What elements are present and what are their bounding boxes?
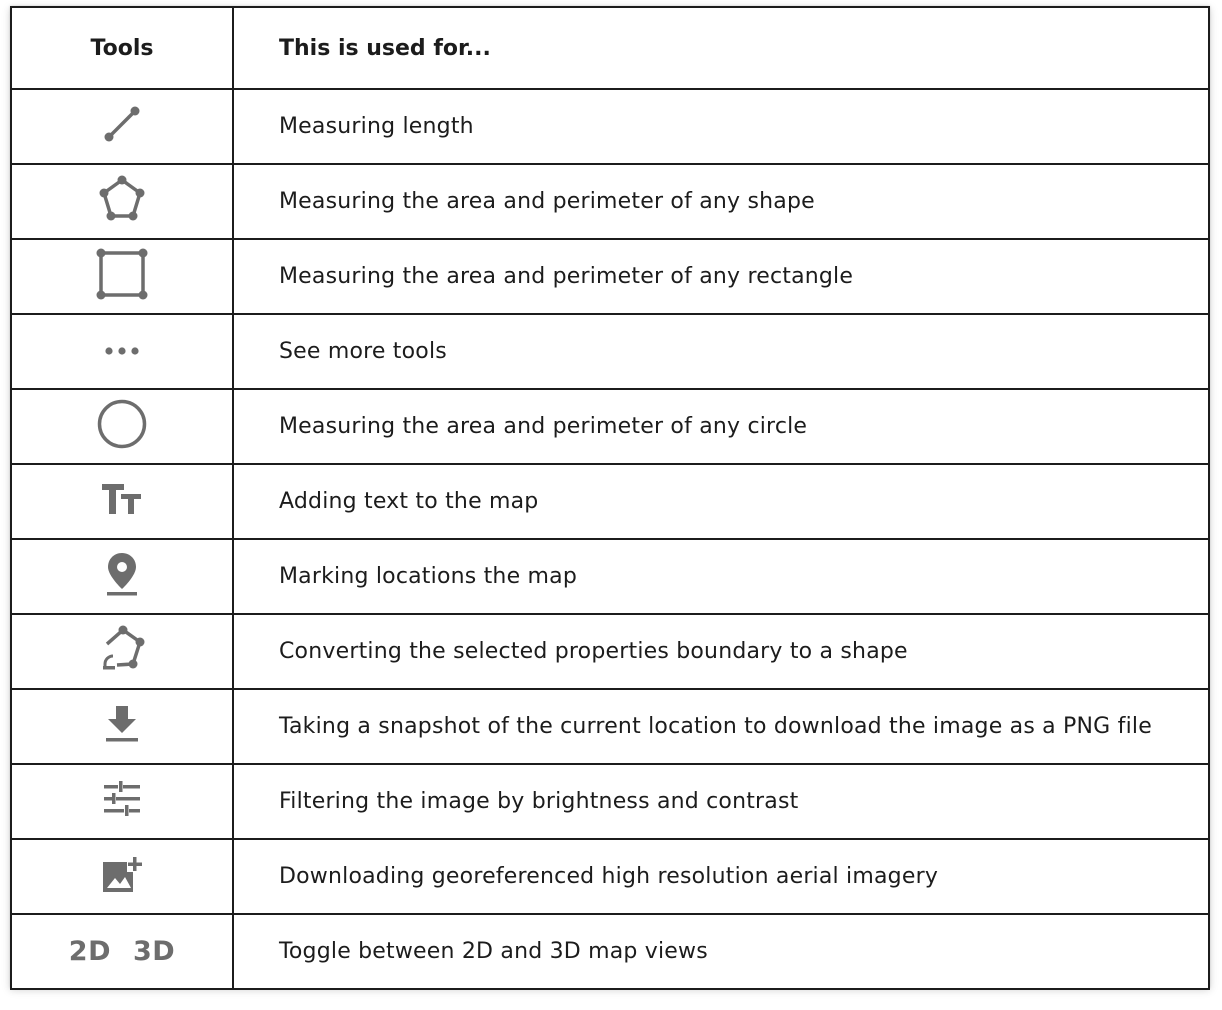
text-size-icon	[100, 482, 144, 516]
description-cell: Measuring the area and perimeter of any rectangle	[233, 239, 1209, 314]
tool-cell	[11, 839, 233, 914]
table-row	[11, 389, 1209, 464]
toggle-3d-label: 3D	[133, 936, 176, 967]
description-cell: Filtering the image by brightness and contrast	[233, 764, 1209, 839]
add-image-icon	[101, 854, 143, 894]
tool-cell	[11, 239, 233, 314]
tool-cell	[11, 764, 233, 839]
table-row	[11, 914, 1209, 989]
tool-cell	[11, 464, 233, 539]
tool-cell	[11, 914, 233, 989]
tool-cell	[11, 89, 233, 164]
tool-cell	[11, 689, 233, 764]
line-measure-icon	[100, 102, 144, 146]
description-cell: Measuring length	[233, 89, 1209, 164]
table-header-row	[11, 7, 1209, 89]
table-row	[11, 239, 1209, 314]
location-pin-icon	[104, 551, 140, 597]
download-icon	[103, 704, 141, 744]
table-row	[11, 689, 1209, 764]
sliders-icon	[102, 780, 142, 818]
more-dots-icon	[102, 344, 142, 358]
description-cell: Measuring the area and perimeter of any shape	[233, 164, 1209, 239]
description-cell: Toggle between 2D and 3D map views	[233, 914, 1209, 989]
description-cell: Marking locations the map	[233, 539, 1209, 614]
convert-shape-icon	[95, 624, 149, 674]
2d-3d-toggle-icon	[69, 936, 175, 967]
table-row	[11, 464, 1209, 539]
tools-table-frame	[10, 6, 1210, 988]
description-cell: Adding text to the map	[233, 464, 1209, 539]
rectangle-icon	[95, 247, 149, 301]
description-cell: Converting the selected properties boundary to a shape	[233, 614, 1209, 689]
table-row	[11, 839, 1209, 914]
table-row	[11, 764, 1209, 839]
header-used-for: This is used for...	[233, 7, 1209, 89]
tools-table	[10, 6, 1210, 990]
tool-cell	[11, 539, 233, 614]
table-row	[11, 314, 1209, 389]
header-tools: Tools	[11, 7, 233, 89]
tool-cell	[11, 164, 233, 239]
tool-cell	[11, 614, 233, 689]
table-row	[11, 614, 1209, 689]
table-row	[11, 539, 1209, 614]
description-cell: Downloading georeferenced high resolution aerial imagery	[233, 839, 1209, 914]
description-cell: Taking a snapshot of the current location to download the image as a PNG file	[233, 689, 1209, 764]
toggle-2d-label: 2D	[68, 936, 111, 967]
tool-cell	[11, 389, 233, 464]
circle-icon	[96, 398, 148, 450]
description-cell: Measuring the area and perimeter of any circle	[233, 389, 1209, 464]
description-cell: See more tools	[233, 314, 1209, 389]
tool-cell	[11, 314, 233, 389]
polygon-icon	[96, 174, 148, 224]
table-row	[11, 164, 1209, 239]
table-row	[11, 89, 1209, 164]
